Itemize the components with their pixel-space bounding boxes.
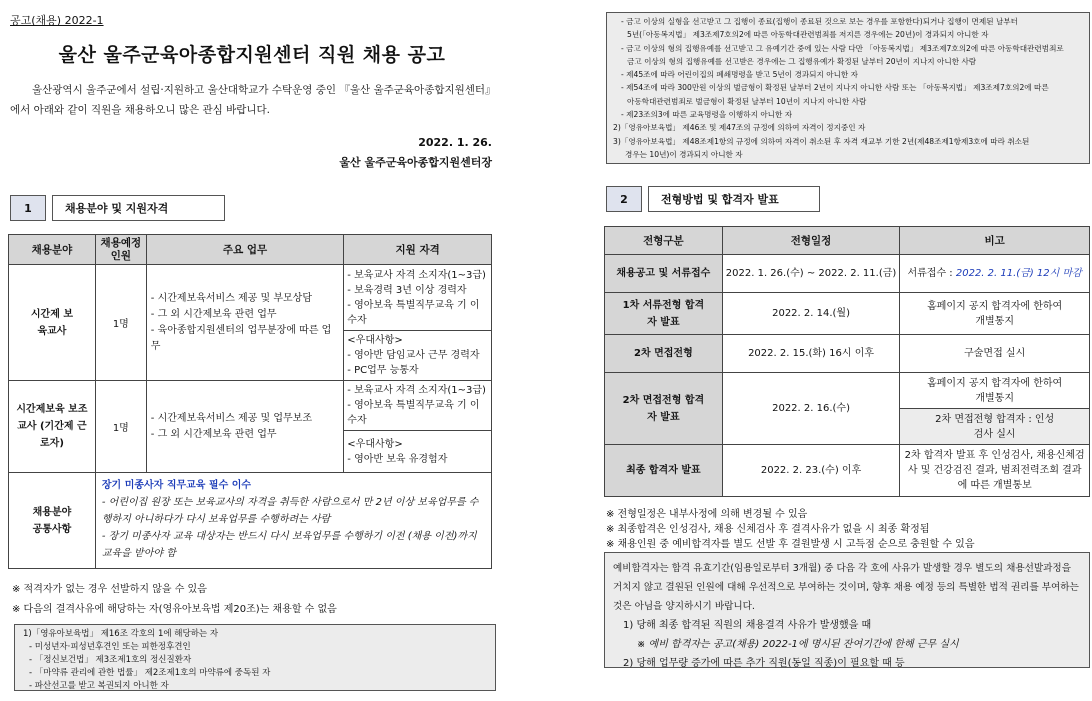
category-cell: 시간제 보육교사	[9, 265, 96, 381]
disqual-line: - 「정신보건법」 제3조제1호의 정신질환자	[29, 655, 192, 665]
right-page	[604, 0, 1090, 701]
section2-number: 2	[606, 186, 642, 212]
left-page	[8, 0, 496, 701]
section1-heading	[10, 195, 225, 221]
intro-paragraph: 울산광역시 울주군에서 설립·지원하고 울산대학교가 수탁운영 중인 『울산 울주군육아종합지원센터』에서 아래와 같이 직원을 채용하오니 많은 관심 바랍니다.	[10, 84, 496, 116]
duty-item: - 그 외 시간제보육 관련 업무	[150, 428, 277, 440]
disqual-line: - 「마약류 관리에 관한 법률」 제2조제1호의 마약류에 중독된 자	[29, 668, 271, 678]
stage-cell: 2차 면접전형	[605, 335, 723, 373]
schedule-cell: 2022. 2. 14.(월)	[722, 293, 900, 335]
common-title: 장기 미종사자 직무교육 필수 이수	[101, 480, 252, 491]
reserve-paragraph: 예비합격자는 합격 유효기간(임용일로부터 3개월) 중 다음 각 호에 사유가 발생할 경우 별도의 채용선발과정을 거치지 않고 결원된 인원에 대해 우선적으로 부여하는 것이며, 향후 채용 예정 등의 특별한 법적 권리를 부여하는 것은 아님을 양지하시기 바랍니다.	[613, 563, 1079, 612]
duty-item: - 그 외 시간제보육 관련 업무	[150, 308, 277, 320]
qual-required-cell	[344, 265, 492, 331]
note-cell: 2차 합격자 발표 후 인성검사, 채용신체검사 및 건강검진 결과, 범죄전력조회 결과에 따른 개별통보	[900, 445, 1090, 497]
note-cell: 구술면접 실시	[900, 335, 1090, 373]
col-header: 지원 자격	[344, 235, 492, 265]
table-row	[9, 265, 492, 331]
note: ※ 전형일정은 내부사정에 의해 변경될 수 있음	[606, 509, 808, 520]
note-cell: 홈페이지 공지 합격자에 한하여 개별통지	[900, 293, 1090, 335]
col-header: 전형구분	[605, 227, 723, 255]
selection-table	[604, 226, 1090, 497]
qual-item: - 영아보육 특별직무교육 기 이수자	[347, 299, 480, 326]
recruitment-table	[8, 234, 492, 569]
qual-item: - 보육교사 자격 소지자(1~3급)	[347, 269, 486, 281]
disqual-line: 금고 이상의 형의 집행유예를 선고받은 경우에는 그 집행유예가 확정된 날부터 20년이 지나지 아니한 사람	[627, 56, 977, 66]
notice-date: 2022. 1. 26.	[418, 136, 492, 149]
section2-title: 전형방법 및 합격자 발표	[648, 186, 820, 212]
note: ※ 채용인원 중 예비합격자를 별도 선발 후 결원발생 시 고득점 순으로 충원할 수 있음	[606, 539, 975, 550]
note-prefix: 서류접수 :	[907, 268, 956, 279]
schedule-cell: 2022. 2. 15.(화) 16시 이후	[722, 335, 900, 373]
count-cell: 1명	[95, 265, 146, 381]
section1-number: 1	[10, 195, 46, 221]
disqual-line: 5년(「아동복지법」 제3조제7호의2에 따른 아동학대관련범죄를 저지른 경우에는 20년)이 경과되지 아니한 자	[627, 30, 989, 40]
table-header-row	[9, 235, 492, 265]
table-row	[605, 445, 1090, 497]
reserve-item-note: ※ 예비 합격자는 공고(채용) 2022-1에 명시된 잔여기간에 한해 근무 실시	[637, 639, 959, 650]
table-row	[9, 381, 492, 431]
page-title: 울산 울주군육아종합지원센터 직원 채용 공고	[58, 44, 446, 66]
col-header: 주요 업무	[146, 235, 344, 265]
disqual-line: 2)「영유아보육법」 제46조 및 제47조의 규정에 의하여 자격이 정지중인 자	[613, 123, 866, 133]
duties-cell	[146, 381, 344, 473]
duty-item: - 시간제보육서비스 제공 및 업무보조	[150, 412, 313, 424]
table-row	[605, 293, 1090, 335]
disqual-line: - 제54조에 따라 300만원 이상의 벌금형이 확정된 날부터 2년이 지나지 아니한 사람 또는 「아동복지법」 제3조제7호의2에 따른	[621, 83, 1049, 93]
qual-item: - 보육교사 자격 소지자(1~3급)	[347, 385, 486, 396]
table-row	[605, 373, 1090, 409]
note: ※ 최종합격은 인성검사, 채용 신체검사 후 결격사유가 없을 시 최종 확정됨	[606, 524, 930, 535]
reserve-candidate-box	[604, 552, 1090, 668]
qual-item: - 보육경력 3년 이상 경력자	[347, 284, 467, 296]
disqual-line: 아동학대관련범죄로 벌금형이 확정된 날부터 10년이 지나지 아니한 사람	[627, 96, 867, 106]
disqual-line: - 금고 이상의 실형을 선고받고 그 집행이 종료(집행이 종료된 것으로 보는 경우를 포함한다)되거나 집행이 면제된 날부터	[621, 17, 1018, 26]
notice-id: 공고(채용) 2022-1	[10, 14, 104, 27]
qual-pref-cell	[344, 431, 492, 473]
col-header: 채용분야	[9, 235, 96, 265]
disqual-line: - 금고 이상의 형의 집행유예를 선고받고 그 유예기간 중에 있는 사람 다만 「아동복지법」 제3조제7호의2에 따른 아동학대관련범죄로	[621, 43, 1064, 53]
disqualification-continued-box	[606, 12, 1090, 164]
stage-cell: 최종 합격자 발표	[605, 445, 723, 497]
note: ※ 다음의 결격사유에 해당하는 자(영유아보육법 제20조)는 채용할 수 없음	[12, 604, 337, 615]
stage-cell: 채용공고 및 서류접수	[605, 255, 723, 293]
qual-pref-cell	[344, 331, 492, 381]
note-cell: 홈페이지 공지 합격자에 한하여 개별통지	[900, 373, 1090, 409]
disqual-line: - 제45조에 따라 어린이집의 폐쇄명령을 받고 5년이 경과되지 아니한 자	[621, 70, 859, 80]
qual-item: - 영아반 담임교사 근무 경력자	[347, 350, 480, 361]
schedule-cell: 2022. 1. 26.(수) ~ 2022. 2. 11.(금)	[722, 255, 900, 293]
table-row	[605, 255, 1090, 293]
common-line: - 장기 미종사자 교육 대상자는 반드시 다시 보육업무를 수행하기 이전 (채용 이전)까지 교육을 받아야 함	[101, 531, 477, 559]
disqual-line: - 미성년자·피성년후견인 또는 피한정후견인	[29, 642, 191, 652]
disqualification-box	[14, 624, 496, 691]
qual-required-cell	[344, 381, 492, 431]
section2-heading	[606, 186, 820, 212]
stage-cell: 1차 서류전형 합격자 발표	[605, 293, 723, 335]
schedule-cell: 2022. 2. 23.(수) 이후	[722, 445, 900, 497]
section1-title: 채용분야 및 지원자격	[52, 195, 225, 221]
common-content-cell	[95, 473, 491, 569]
disqual-line: - 파산선고를 받고 복권되지 아니한 자	[29, 681, 169, 691]
col-header: 전형일정	[722, 227, 900, 255]
stage-cell: 2차 면접전형 합격자 발표	[605, 373, 723, 445]
table-row	[9, 473, 492, 569]
category-cell: 시간제보육 보조교사 (기간제 근로자)	[9, 381, 96, 473]
note-cell	[900, 255, 1090, 293]
col-header: 채용예정 인원	[95, 235, 146, 265]
pref-title: <우대사항>	[347, 438, 403, 450]
duties-cell	[146, 265, 344, 381]
duty-item: - 시간제보육서비스 제공 및 부모상담	[150, 292, 313, 304]
table-row	[605, 335, 1090, 373]
disqual-line: 경우는 10년)이 경과되지 아니한 자	[625, 149, 743, 159]
disqual-line: 1)「영유아보육법」 제16조 각호의 1에 해당하는 자	[23, 629, 219, 639]
duty-item: - 육아종합지원센터의 업무분장에 따른 업무	[150, 324, 332, 352]
qual-item: - 영아반 보육 유경험자	[347, 453, 448, 465]
schedule-cell: 2022. 2. 16.(수)	[722, 373, 900, 445]
disqual-line: 3)「영유아보육법」 제48조제1항의 규정에 의하여 자격이 취소된 후 자격 재교부 기한 2년(제48조제1항제3호에 따라 취소된	[613, 136, 1030, 146]
reserve-item: 1) 당해 최종 합격된 직원의 채용결격 사유가 발생했을 때	[623, 620, 872, 631]
reserve-item: 2) 당해 업무량 증가에 따른 추가 직원(동일 직종)이 필요할 때 등	[623, 658, 905, 669]
note-cell: 2차 면접전형 합격자 : 인성검사 실시	[900, 409, 1090, 445]
note: ※ 적격자가 없는 경우 선발하지 않을 수 있음	[12, 584, 207, 595]
count-cell: 1명	[95, 381, 146, 473]
common-label-cell: 채용분야 공통사항	[9, 473, 96, 569]
qual-item: - 영아보육 특별직무교육 기 이수자	[347, 400, 480, 426]
disqual-line: - 제23조의3에 따른 교육명령을 이행하지 아니한 자	[621, 110, 793, 120]
col-header: 비고	[900, 227, 1090, 255]
qual-item: - PC업무 능통자	[347, 365, 419, 376]
table-header-row	[605, 227, 1090, 255]
deadline-text: 2022. 2. 11.(금) 12시 마감	[955, 268, 1082, 279]
pref-title: <우대사항>	[347, 335, 403, 346]
common-line: - 어린이집 원장 또는 보육교사의 자격을 취득한 사람으로서 만 2년 이상 보육업무를 수행하지 아니하다가 다시 보육업무를 수행하려는 사람	[101, 497, 479, 525]
issuer: 울산 울주군육아종합지원센터장	[339, 156, 492, 169]
